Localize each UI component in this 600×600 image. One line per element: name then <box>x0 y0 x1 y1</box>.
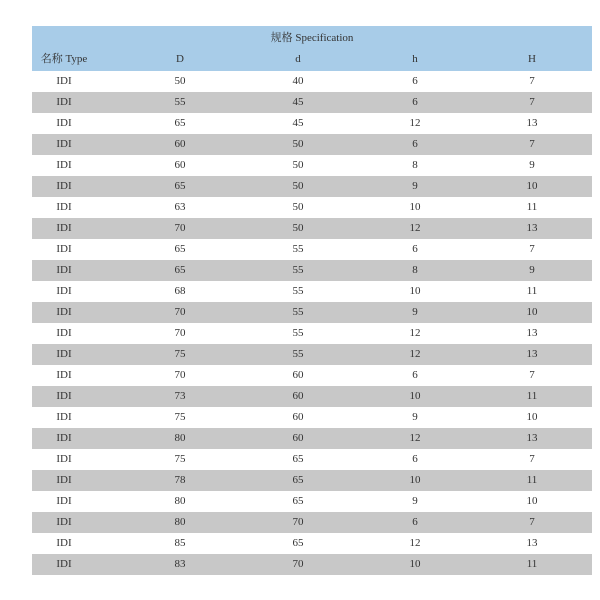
cell-H: 13 <box>526 117 538 129</box>
table-row <box>32 344 592 365</box>
cell-h: 12 <box>409 117 421 129</box>
cell-h: 12 <box>409 222 421 234</box>
cell-d: 55 <box>292 348 304 360</box>
cell-H: 11 <box>526 474 538 486</box>
cell-H: 7 <box>529 453 535 465</box>
column-header-h: h <box>412 53 418 65</box>
table-row <box>32 449 592 470</box>
cell-D: 65 <box>174 243 186 255</box>
cell-d: 45 <box>292 117 304 129</box>
cell-D: 75 <box>174 453 186 465</box>
cell-D: 60 <box>174 138 186 150</box>
cell-H: 10 <box>526 411 538 423</box>
cell-d: 45 <box>292 96 304 108</box>
cell-H: 13 <box>526 432 538 444</box>
cell-h: 6 <box>412 369 418 381</box>
cell-H: 11 <box>526 390 538 402</box>
table-row <box>32 239 592 260</box>
cell-H: 7 <box>529 96 535 108</box>
cell-D: 75 <box>174 411 186 423</box>
cell-D: 65 <box>174 264 186 276</box>
cell-d: 50 <box>292 159 304 171</box>
table-row <box>32 470 592 491</box>
cell-d: 60 <box>292 411 304 423</box>
specification-table <box>32 26 592 575</box>
cell-h: 6 <box>412 453 418 465</box>
cell-D: 80 <box>174 432 186 444</box>
cell-type: IDI <box>56 285 72 297</box>
cell-H: 11 <box>526 201 538 213</box>
cell-type: IDI <box>56 348 72 360</box>
cell-H: 7 <box>529 75 535 87</box>
cell-d: 65 <box>292 495 304 507</box>
cell-D: 60 <box>174 159 186 171</box>
cell-D: 63 <box>174 201 186 213</box>
cell-type: IDI <box>56 180 72 192</box>
cell-D: 78 <box>174 474 186 486</box>
cell-D: 70 <box>174 369 186 381</box>
cell-h: 6 <box>412 96 418 108</box>
cell-type: IDI <box>56 474 72 486</box>
cell-H: 10 <box>526 180 538 192</box>
cell-H: 7 <box>529 243 535 255</box>
table-row <box>32 554 592 575</box>
table-row <box>32 218 592 239</box>
table-row <box>32 491 592 512</box>
cell-h: 9 <box>412 411 418 423</box>
cell-H: 7 <box>529 138 535 150</box>
cell-H: 10 <box>526 495 538 507</box>
cell-h: 9 <box>412 495 418 507</box>
table-header <box>32 26 592 71</box>
cell-type: IDI <box>56 390 72 402</box>
cell-h: 12 <box>409 432 421 444</box>
cell-h: 10 <box>409 390 421 402</box>
cell-type: IDI <box>56 558 72 570</box>
cell-d: 65 <box>292 474 304 486</box>
cell-h: 10 <box>409 474 421 486</box>
column-header-D: D <box>176 53 184 65</box>
cell-H: 7 <box>529 516 535 528</box>
table-row <box>32 281 592 302</box>
cell-h: 10 <box>409 285 421 297</box>
cell-d: 55 <box>292 327 304 339</box>
table-row <box>32 386 592 407</box>
cell-H: 10 <box>526 306 538 318</box>
table-row <box>32 155 592 176</box>
cell-type: IDI <box>56 432 72 444</box>
cell-D: 68 <box>174 285 186 297</box>
cell-D: 55 <box>174 96 186 108</box>
table-row <box>32 533 592 554</box>
table-body <box>32 71 592 575</box>
table-row <box>32 365 592 386</box>
cell-h: 10 <box>409 558 421 570</box>
column-header-row <box>32 49 592 69</box>
cell-type: IDI <box>56 537 72 549</box>
cell-type: IDI <box>56 138 72 150</box>
cell-D: 80 <box>174 495 186 507</box>
cell-H: 13 <box>526 222 538 234</box>
cell-h: 8 <box>412 159 418 171</box>
cell-type: IDI <box>56 369 72 381</box>
cell-type: IDI <box>56 495 72 507</box>
cell-D: 75 <box>174 348 186 360</box>
table-row <box>32 260 592 281</box>
column-header-d: d <box>295 53 301 65</box>
cell-h: 6 <box>412 243 418 255</box>
column-header-type: 名称 Type <box>40 53 88 65</box>
cell-H: 13 <box>526 348 538 360</box>
table-row <box>32 92 592 113</box>
cell-d: 70 <box>292 516 304 528</box>
cell-d: 60 <box>292 432 304 444</box>
cell-h: 6 <box>412 516 418 528</box>
cell-d: 50 <box>292 180 304 192</box>
cell-d: 55 <box>292 264 304 276</box>
cell-h: 12 <box>409 348 421 360</box>
cell-type: IDI <box>56 516 72 528</box>
table-row <box>32 134 592 155</box>
cell-type: IDI <box>56 327 72 339</box>
cell-d: 40 <box>292 75 304 87</box>
cell-type: IDI <box>56 411 72 423</box>
cell-d: 60 <box>292 369 304 381</box>
table-row <box>32 428 592 449</box>
cell-H: 13 <box>526 537 538 549</box>
cell-H: 11 <box>526 285 538 297</box>
cell-type: IDI <box>56 264 72 276</box>
cell-type: IDI <box>56 159 72 171</box>
table-row <box>32 71 592 92</box>
cell-type: IDI <box>56 96 72 108</box>
cell-D: 85 <box>174 537 186 549</box>
cell-d: 50 <box>292 222 304 234</box>
cell-d: 50 <box>292 201 304 213</box>
cell-d: 50 <box>292 138 304 150</box>
cell-type: IDI <box>56 117 72 129</box>
cell-d: 65 <box>292 453 304 465</box>
cell-D: 73 <box>174 390 186 402</box>
cell-type: IDI <box>56 201 72 213</box>
cell-h: 9 <box>412 306 418 318</box>
cell-type: IDI <box>56 222 72 234</box>
cell-type: IDI <box>56 306 72 318</box>
table-row <box>32 302 592 323</box>
table-title: 规格 Specification <box>270 32 354 44</box>
cell-D: 83 <box>174 558 186 570</box>
cell-h: 12 <box>409 537 421 549</box>
cell-d: 60 <box>292 390 304 402</box>
table-row <box>32 407 592 428</box>
cell-d: 65 <box>292 537 304 549</box>
table-row <box>32 113 592 134</box>
cell-h: 6 <box>412 138 418 150</box>
cell-h: 12 <box>409 327 421 339</box>
cell-D: 70 <box>174 306 186 318</box>
cell-d: 55 <box>292 285 304 297</box>
cell-h: 8 <box>412 264 418 276</box>
cell-D: 70 <box>174 327 186 339</box>
cell-h: 6 <box>412 75 418 87</box>
cell-type: IDI <box>56 243 72 255</box>
table-row <box>32 176 592 197</box>
cell-D: 50 <box>174 75 186 87</box>
cell-D: 70 <box>174 222 186 234</box>
cell-H: 9 <box>529 264 535 276</box>
cell-h: 9 <box>412 180 418 192</box>
cell-H: 7 <box>529 369 535 381</box>
cell-D: 65 <box>174 117 186 129</box>
cell-d: 70 <box>292 558 304 570</box>
cell-d: 55 <box>292 306 304 318</box>
column-header-H: H <box>528 53 536 65</box>
table-row <box>32 512 592 533</box>
cell-type: IDI <box>56 453 72 465</box>
cell-type: IDI <box>56 75 72 87</box>
cell-H: 11 <box>526 558 538 570</box>
table-row <box>32 323 592 344</box>
cell-h: 10 <box>409 201 421 213</box>
table-row <box>32 197 592 218</box>
cell-D: 65 <box>174 180 186 192</box>
cell-H: 13 <box>526 327 538 339</box>
cell-D: 80 <box>174 516 186 528</box>
cell-H: 9 <box>529 159 535 171</box>
cell-d: 55 <box>292 243 304 255</box>
